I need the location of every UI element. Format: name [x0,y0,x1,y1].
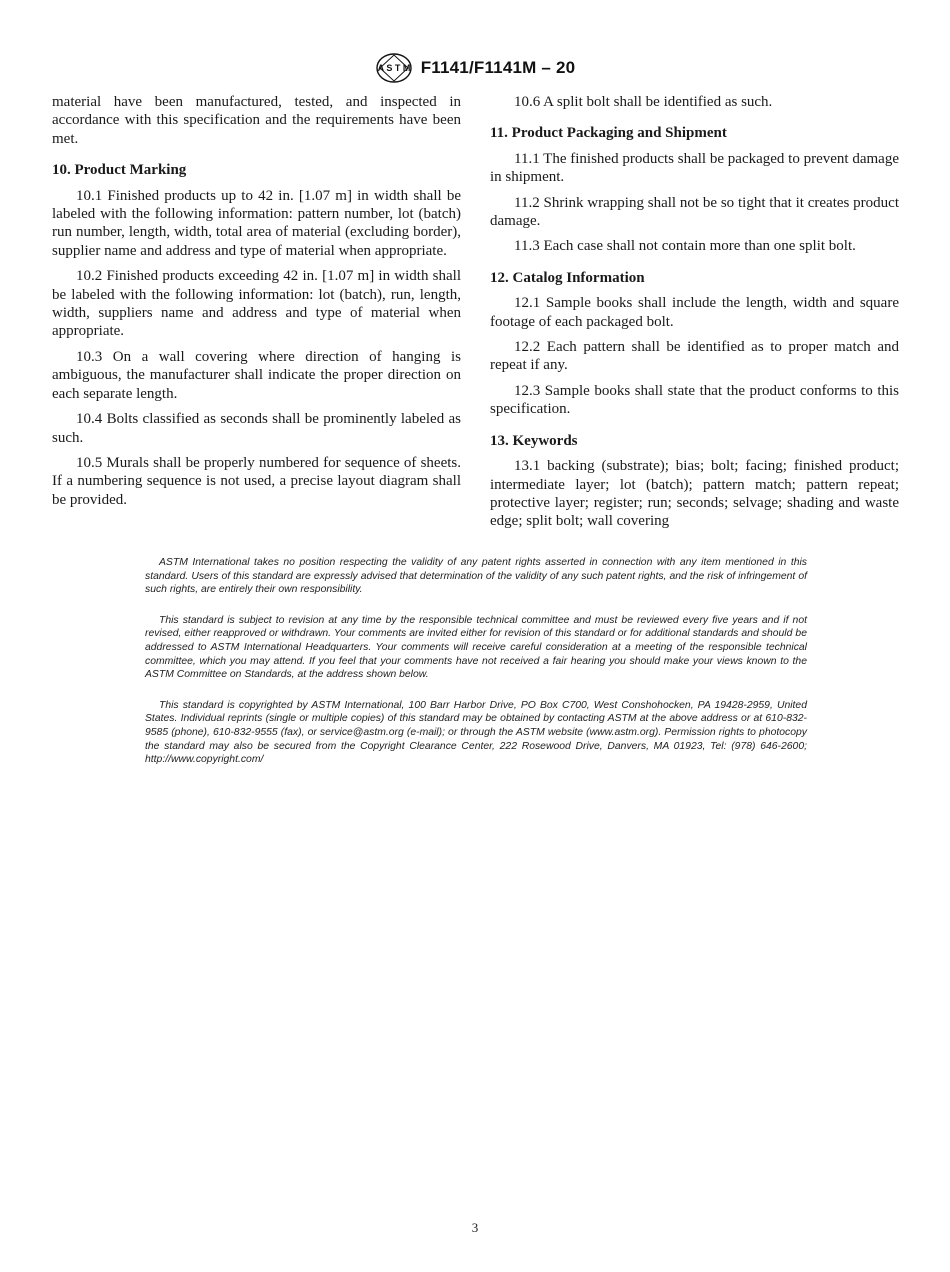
section-11-heading: 11. Product Packaging and Shipment [490,125,727,142]
paragraph-10-3: 10.3 On a wall covering where direction of hanging is ambiguous, the manufacturer shall indicate the proper direction on each separate length. [52,348,461,402]
paragraph-11-3: 11.3 Each case shall not contain more than one split bolt. [514,238,856,255]
paragraph-12-2: 12.2 Each pattern shall be identified as to proper match and repeat if any. [490,339,899,374]
paragraph-10-1: 10.1 Finished products up to 42 in. [1.07 m] in width shall be labeled with the following information: pattern number, lot (batch) run number, length, width, total area of material (excluding border), supplier name and address and type of material when appropriate. [52,187,461,259]
paragraph-13-1: 13.1 backing (substrate); bias; bolt; facing; finished product; intermediate layer; lot (batch); pattern match; pattern repeat; protective layer; register; run; seconds; selvage; shading and waste edge; split bolt; wall covering [490,458,899,530]
section-10-heading: 10. Product Marking [52,162,187,179]
document-id: F1141/F1141M – 20 [420,58,576,77]
copyright-notice: This standard is copyrighted by ASTM International, 100 Barr Harbor Drive, PO Box C700, West Conshohocken, PA 19428-2959, United States. Individual reprints (single or multiple copies) of this standard may be obtained by contacting ASTM at the above address or at 610-832-9585 (phone), 610-832-9555 (fax), or service@astm.org (e-mail); or through the ASTM website (www.astm.org). Permission rights to photocopy the standard may also be secured from the Copyright Clearance Center, 222 Rosewood Drive, Danvers, MA 01923, Tel: (978) 646-2600; http://www.copyright.com/ [145,699,807,766]
paragraph-10-5: 10.5 Murals shall be properly numbered for sequence of sheets. If a numbering sequence is not used, a precise layout diagram shall be provided. [52,454,461,508]
patent-notice: ASTM International takes no position respecting the validity of any patent rights asserted in connection with any item mentioned in this standard. Users of this standard are expressly advised that determination of the validity of any such patent rights, and the risk of infringement of such rights, are entirely their own responsibility. [145,557,807,596]
paragraph-10-2: 10.2 Finished products exceeding 42 in. [1.07 m] in width shall be labeled with the following information: lot (batch), run, length, width, suppliers name and address and type of material when appropriate. [52,268,461,340]
paragraph-10-6: 10.6 A split bolt shall be identified as such. [514,94,773,110]
page-number: 3 [471,1220,479,1235]
revision-notice: This standard is subject to revision at any time by the responsible technical committee and must be reviewed every five years and if not revised, either reapproved or withdrawn. Your comments are invited either for revision of this standard or for additional standards and should be addressed to ASTM International Headquarters. Your comments will receive careful consideration at a meeting of the responsible technical committee, which you may attend. If you feel that your comments have not received a fair hearing you should make your views known to the ASTM Committee on Standards, at the address shown below. [145,614,807,681]
astm-logo [375,52,413,84]
paragraph-10-4: 10.4 Bolts classified as seconds shall be prominently labeled as such. [52,411,461,446]
continued-paragraph: material have been manufactured, tested, and inspected in accordance with this specification and the requirements have been met. [52,94,461,147]
svg-text:A S T M: A S T M [377,63,411,73]
paragraph-11-2: 11.2 Shrink wrapping shall not be so tight that it creates product damage. [490,194,899,230]
paragraph-12-3: 12.3 Sample books shall state that the product conforms to this specification. [490,382,899,418]
paragraph-11-1: 11.1 The finished products shall be packaged to prevent damage in shipment. [490,150,899,186]
legal-notes [145,556,807,784]
section-12-heading: 12. Catalog Information [490,269,645,286]
right-column [490,93,899,538]
paragraph-12-1: 12.1 Sample books shall include the length, width and square footage of each packaged bolt. [490,295,899,330]
left-column [52,93,461,516]
page-header [0,52,950,84]
section-13-heading: 13. Keywords [490,432,578,449]
